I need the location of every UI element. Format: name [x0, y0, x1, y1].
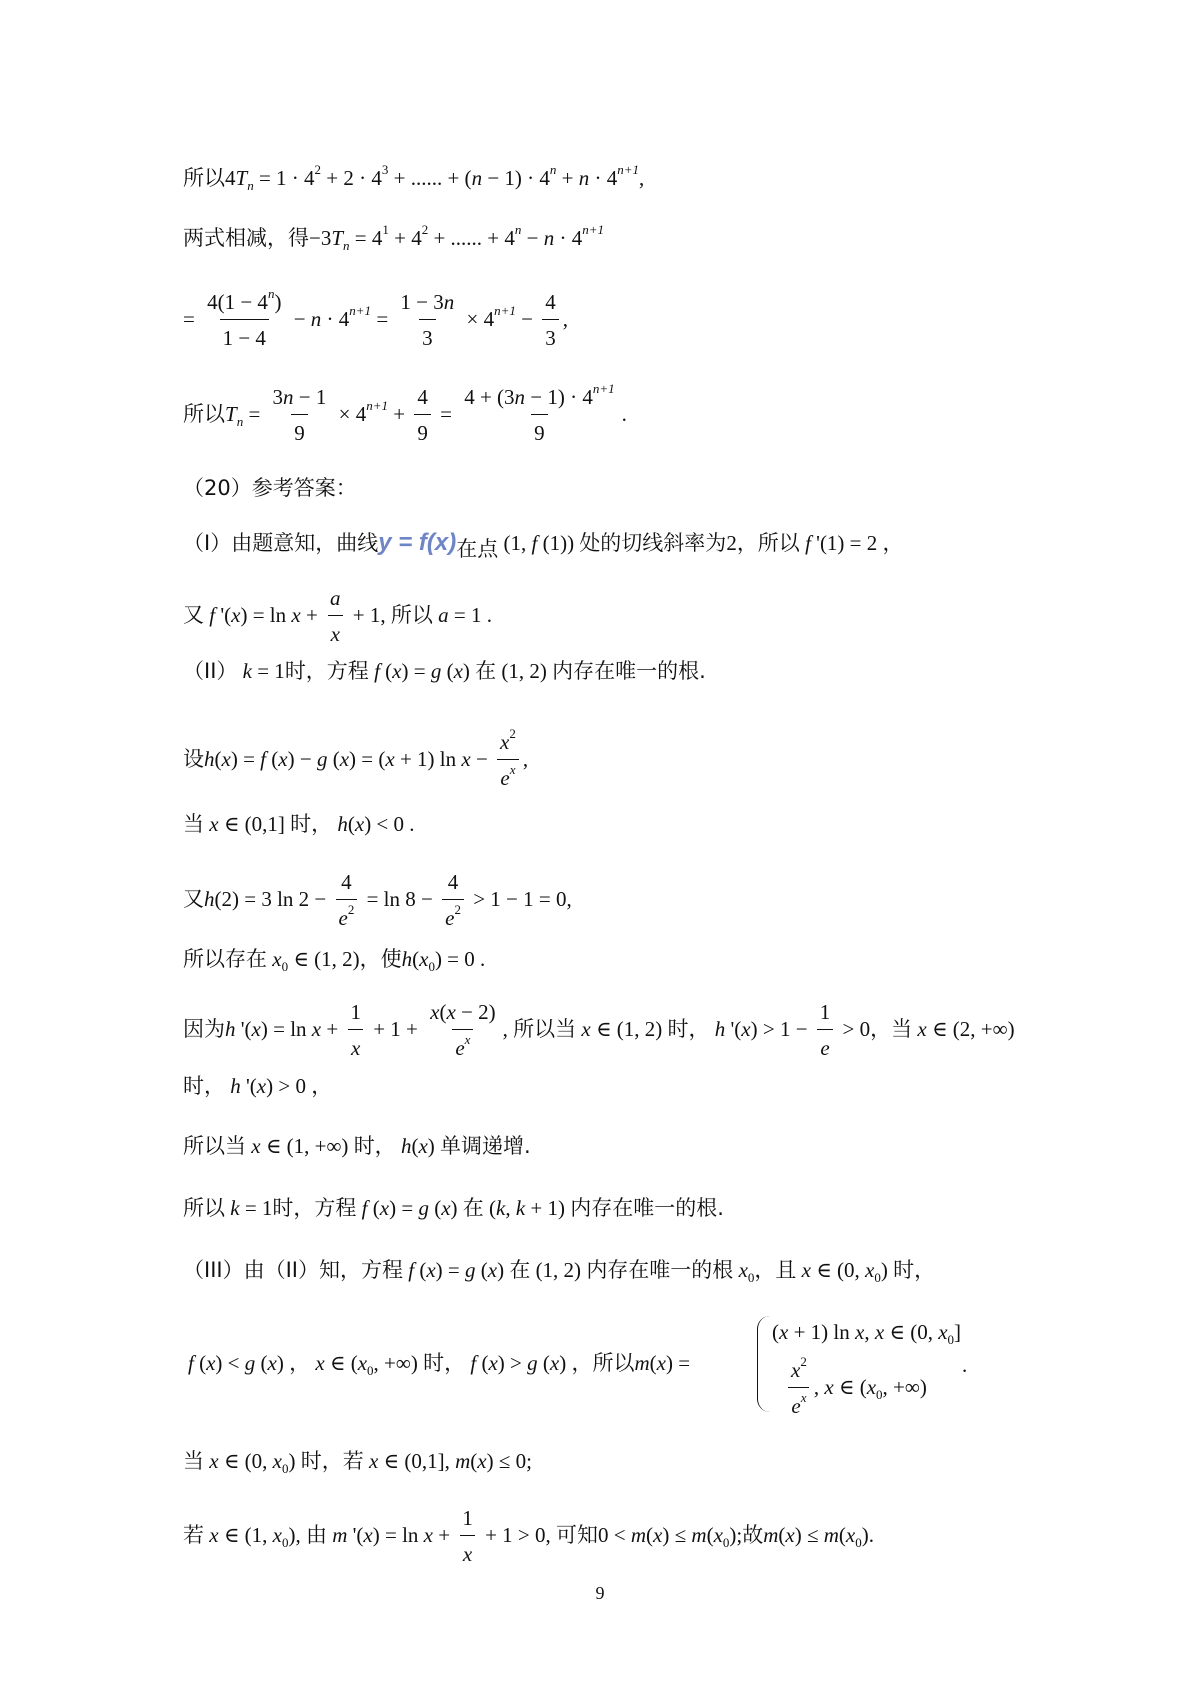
text: 时， [183, 1074, 225, 1098]
fx-image-text: y = f(x) [378, 529, 457, 556]
text: 在 [462, 1196, 484, 1220]
text: 所以 [183, 1196, 225, 1220]
text: （III）由（II）知，方程 [183, 1258, 403, 1282]
text: （20）参考答案： [183, 476, 357, 500]
text: 所以 [183, 402, 225, 426]
eq-line-8: （II） k = 1时，方程 f (x) = g (x) 在 (1, 2) 内存在唯一的根. [183, 659, 706, 683]
text: 时， [423, 1351, 466, 1375]
text: 在点 [456, 537, 499, 561]
eq-line-12: 所以存在 $x_0$ ∈ (1, 2)，使$h(x_0) = 0$ . [183, 947, 486, 974]
eq-line-18: f (x) < g (x) ， x ∈ ($x_0$, +∞) 时， f (x) > g (x) ，所以m(x) = [188, 1351, 691, 1378]
text: 时，方程 [272, 1196, 357, 1220]
text: ，所以 [736, 531, 800, 555]
text: 在 [475, 659, 497, 683]
text: 当 [183, 812, 204, 836]
eq-line-2: 两式相减，得$-3T_n = 4^1 + 4^2$ + ...... + $4^n - n \cdot 4^{n+1}$ [183, 222, 605, 253]
text: 所以当 [183, 1134, 246, 1158]
page-number: 9 [595, 1583, 605, 1603]
piecewise-brace [757, 1316, 770, 1412]
text: ， [289, 1351, 311, 1375]
eq-line-17: （III）由（II）知，方程 f (x) = g (x) 在 (1, 2) 内存在唯一的根 $x_0$，且 x ∈ (0, $x_0$) 时， [183, 1258, 936, 1285]
piecewise-case-1: (x + 1) ln x, x ∈ (0, $x_0$] [772, 1320, 962, 1347]
text: 可知 [556, 1523, 599, 1547]
text: ，当 [870, 1017, 913, 1041]
period: . [962, 1353, 968, 1377]
eq-line-4: 所以$T_n$ = $\frac{3n - 1}{9}$ × $4^{n+1}$ + $\frac{4}{9}$ = $\frac{4 + (3n - 1) \cdot 4^{n+1}}{9}$ . [183, 381, 627, 445]
text: （I）由题意知，曲线 [183, 531, 379, 555]
text: 时， [667, 1017, 710, 1041]
eq-line-6: （I）由题意知，曲线y = f(x)在点 (1, f (1)) 处的切线斜率为2，所以 f '(1) = 2 ， [183, 529, 904, 561]
text: 设 [183, 747, 204, 771]
eq-line-3: = $\frac{4(1 - 4^n)}{1 - 4}$ − $n \cdot 4^{n+1}$ = $\frac{1 - 3n}{3}$ × $4^{n+1}$ − $\frac{4}{3}$ , [183, 286, 568, 350]
text: 因为 [183, 1017, 225, 1041]
text: 单调递增. [440, 1134, 531, 1158]
text: 内存在唯一的根. [570, 1196, 724, 1220]
text: 若 [183, 1523, 204, 1547]
piecewise-case-2: $\frac{x^2}{e^x}$ , x ∈ ($x_0$, +∞) [784, 1360, 927, 1417]
text: 时， [893, 1258, 936, 1282]
eq-line-1: 所以$4T_n = 1 \cdot 4^2 + 2 \cdot 4^3$ + ...... + $(n - 1) \cdot 4^n + n \cdot 4^{n+1}$, [183, 162, 645, 193]
text: （II） [183, 659, 238, 683]
text: 当 [183, 1449, 204, 1473]
text: ，且 [754, 1258, 797, 1282]
eq-line-20: 若 x ∈ (1, $x_0$), 由 m '(x) = ln x + $\frac{1}{x}$ + 1 > 0, 可知$0 < m(x) \le m(x_0)$;故$m(x) \le m(x_0)$. [183, 1506, 874, 1566]
eq-line-19: 当 x ∈ (0, $x_0$) 时，若 x ∈ (0,1], m(x) ≤ 0; [183, 1449, 532, 1476]
text: 所以 [183, 166, 225, 190]
text: 时，方程 [284, 659, 369, 683]
text: ，所以 [571, 1351, 635, 1375]
text: 内存在唯一的根. [552, 659, 706, 683]
section-20-heading [183, 478, 357, 499]
text: 由 [305, 1523, 327, 1547]
text: 所以存在 [183, 947, 267, 971]
text: ，使 [359, 947, 402, 971]
text: 所以当 [513, 1017, 577, 1041]
text: 处的切线斜率为 [579, 531, 727, 555]
eq-line-7: 又 f '(x) = ln x + $\frac{a}{x}$ + 1, 所以 a = 1 . [183, 586, 492, 646]
text: 时， [353, 1134, 396, 1158]
text: 所以 [390, 603, 433, 627]
eq-line-13: 因为h '(x) = ln x + $\frac{1}{x}$ + 1 + $\frac{x(x - 2)}{e^x}$ , 所以当 x ∈ (1, 2) 时， h '(x) > 1 − $\frac{1}{e}$ > 0，当 x ∈ (2, +∞) [183, 1000, 1015, 1060]
text: 内存在唯一的根 [586, 1258, 734, 1282]
text: 时，若 [300, 1449, 364, 1473]
eq-line-10: 当 x ∈ (0,1] 时， h(x) < 0 . [183, 812, 415, 836]
eq-line-16: 所以 k = 1时，方程 f (x) = g (x) 在 (k, k + 1) 内存在唯一的根. [183, 1196, 724, 1220]
text: 故 [742, 1523, 764, 1547]
text: 又 [183, 887, 204, 911]
eq-line-15: 所以当 x ∈ (1, +∞) 时， h(x) 单调递增. [183, 1134, 531, 1158]
text: 在 [509, 1258, 531, 1282]
eq-line-11: 又h(2) = 3 ln 2 − $\frac{4}{e^2}$ = ln 8 − $\frac{4}{e^2}$ > 1 − 1 = 0, [183, 870, 572, 930]
eq-line-14: 时， h '(x) > 0 ， [183, 1074, 333, 1098]
eq-line-9: 设h(x) = f (x) − g (x) = (x + 1) ln x − $\frac{x^2}{e^x}$ , [183, 726, 529, 790]
text: 又 [183, 603, 204, 627]
text: 时， [290, 812, 333, 836]
text: 两式相减，得 [183, 226, 309, 250]
